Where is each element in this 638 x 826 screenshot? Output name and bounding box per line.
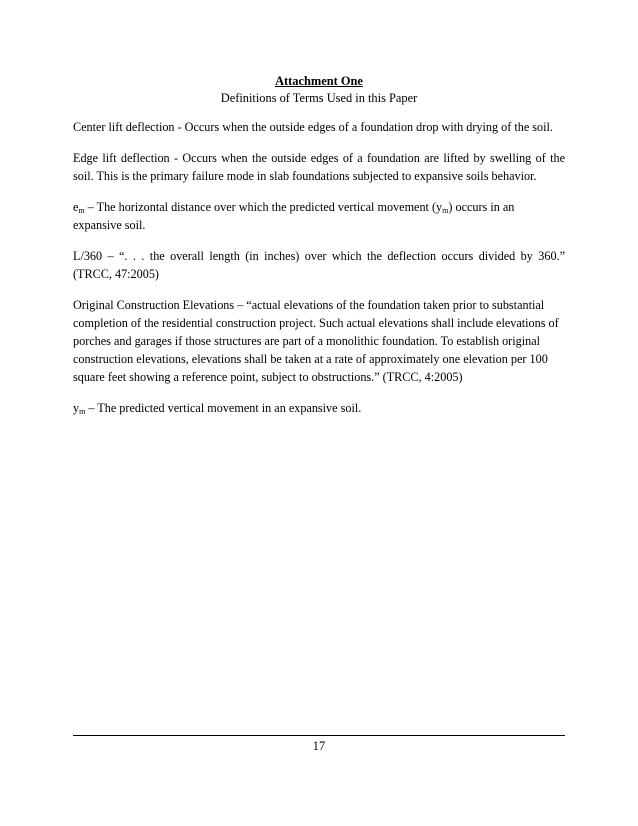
definition-ym-text: – The predicted vertical movement in an expansive soil. <box>85 401 362 415</box>
definition-em-text-2: ) occurs in an expansive soil. <box>73 200 515 232</box>
definition-em-text-1: – The horizontal distance over which the predicted vertical movement ( <box>84 200 437 214</box>
definitions-list <box>73 118 565 430</box>
page-subtitle: Definitions of Terms Used in this Paper <box>220 91 418 105</box>
definition-edge-lift-deflection: Edge lift deflection - Occurs when the outside edges of a foundation are lifted by swelling of the soil. This is the primary failure mode in slab foundations subjected to expansive soils behavior. <box>73 151 565 183</box>
term-y: y <box>73 401 80 415</box>
symbol-y-subscript: m <box>442 206 449 215</box>
term-e-subscript: m <box>78 206 85 215</box>
page-number: 17 <box>312 739 326 753</box>
term-e: e <box>73 200 79 214</box>
symbol-y: y <box>436 200 443 214</box>
page-title: Attachment One <box>275 74 363 88</box>
definition-em <box>73 198 565 234</box>
definition-center-lift-deflection: Center lift deflection - Occurs when the outside edges of a foundation drop with drying of the soil. <box>73 120 553 134</box>
term-y-subscript: m <box>79 407 86 416</box>
footer-divider <box>73 735 565 736</box>
definition-l360: L/360 – “. . . the overall length (in inches) over which the deflection occurs divided by 360.” (TRCC, 47:2005) <box>73 249 565 281</box>
definition-ym <box>73 399 565 417</box>
definition-original-construction-elevations: Original Construction Elevations – “actual elevations of the foundation taken prior to substantial completion of the residential construction project. Such actual elevations shall include elevations of porches and garages if those structures are part of a monolithic foundation. To establish original construction elevations, elevations shall be taken at a rate of approximately one elevation per 100 square feet showing a reference point, subject to obstructions.” (TRCC, 4:2005) <box>73 298 559 384</box>
